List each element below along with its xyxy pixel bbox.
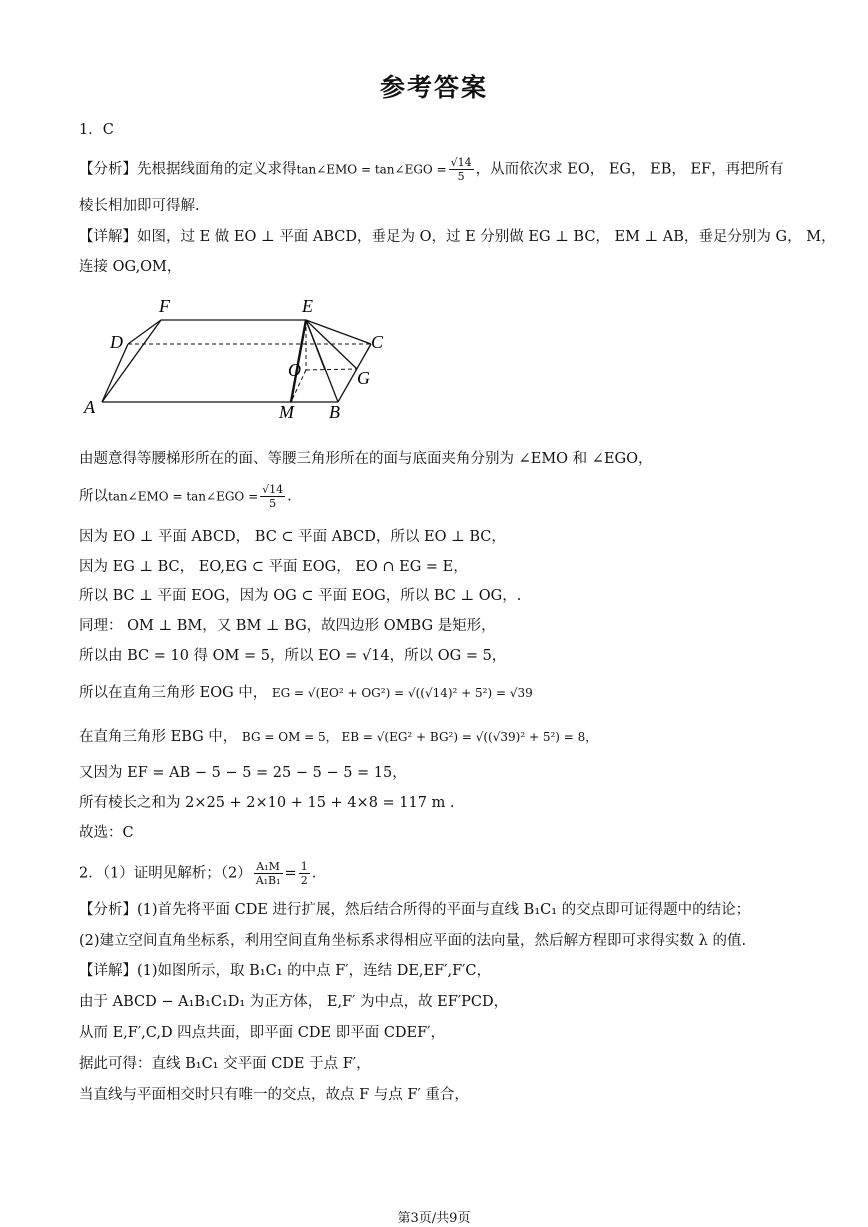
label-D: D [110, 332, 123, 352]
detail-line-15: 又因为 EF = AB − 5 − 5 = 25 − 5 − 5 = 15， [79, 765, 407, 781]
analysis-1-rest: ，从而依次求 EO， EG， EB， EF，再把所有 [475, 161, 784, 178]
analysis-1-formula: tan∠EMO = tan∠EGO = [296, 162, 447, 177]
analysis-1 [79, 156, 784, 183]
detail-2-line-4: 据此可得：直线 B₁C₁ 交平面 CDE 于点 F′， [79, 1056, 371, 1072]
label-M: M [279, 402, 294, 422]
detail-2-line-5: 当直线与平面相交时只有唯一的交点，故点 F 与点 F′ 重合， [79, 1087, 469, 1103]
analysis-2-part-1: 【分析】(1)首先将平面 CDE 进行扩展，然后结合所得的平面与直线 B₁C₁ 的交点即可证得题中的结论； [79, 902, 751, 918]
analysis-1-cont: 棱长相加即可得解. [79, 198, 200, 214]
fraction: $\frac{√14}{5}$ [262, 483, 284, 510]
label-F: F [159, 296, 170, 316]
detail-line-11: 同理： OM ⊥ BM，又 BM ⊥ BG，故四边形 OMBG 是矩形， [79, 618, 496, 634]
fraction: $\frac{\text{A₁M}}{\text{A₁B₁}}$ [255, 860, 281, 887]
detail-line-9: 因为 EG ⊥ BC， EO,EG ⊂ 平面 EOG， EO ∩ EG = E， [79, 559, 468, 575]
geometry-figure [80, 292, 410, 427]
label-B: B [329, 402, 340, 422]
page-title: 参考答案 [379, 73, 488, 102]
answer-1: 1．C [79, 122, 114, 138]
label-C: C [371, 332, 384, 352]
label-O: O [288, 360, 301, 380]
page-footer: 第3页/共9页 [397, 1211, 471, 1226]
detail-line-16: 所有棱长之和为 2×25 + 2×10 + 15 + 4×8 = 117 m . [79, 795, 455, 811]
fraction: $\frac{√14}{5}$ [450, 156, 472, 183]
detail-line-14: 在直角三角形 EBG 中， BG = OM = 5， EB = √(EG² + BG²) = √((√39)² + 5²) = 8， [79, 729, 598, 745]
analysis-2-part-2: (2)建立空间直角坐标系，利用空间直角坐标系求得相应平面的法向量，然后解方程即可求得实数 λ 的值. [79, 933, 747, 949]
detail-line-8: 因为 EO ⊥ 平面 ABCD， BC ⊂ 平面 ABCD，所以 EO ⊥ BC， [79, 529, 506, 545]
detail-line-6: 由题意得等腰梯形所在的面、等腰三角形所在的面与底面夹角分别为 ∠EMO 和 ∠EGO， [79, 451, 653, 467]
detail-2-line-3: 从而 E,F′,C,D 四点共面，即平面 CDE 即平面 CDEF′， [79, 1025, 445, 1041]
detail-1: 【详解】如图，过 E 做 EO ⊥ 平面 ABCD，垂足为 O，过 E 分别做 EG ⊥ BC， EM ⊥ AB，垂足分别为 G， M， [79, 229, 836, 245]
detail-line-10: 所以 BC ⊥ 平面 EOG，因为 OG ⊂ 平面 EOG，所以 BC ⊥ OG，. [79, 588, 522, 604]
fraction: $\frac{1}{2}$ [300, 860, 308, 887]
answer-2: 2．（1）证明见解析；（2） $\frac{\text{A₁M}}{\text{A₁B₁}}$ = $\frac{1}{2}$ . [79, 860, 317, 887]
label-E: E [302, 296, 313, 316]
detail-line-7: 所以tan∠EMO = tan∠EGO = $\frac{√14}{5}$ . [79, 483, 292, 510]
detail-2-line-2: 由于 ABCD − A₁B₁C₁D₁ 为正方体， E,F′ 为中点，故 EF′PCD， [79, 994, 509, 1010]
label-A: A [84, 397, 95, 417]
detail-line-13: 所以在直角三角形 EOG 中， EG = √(EO² + OG²) = √((√14)² + 5²) = √39 [79, 685, 533, 701]
detail-line-17: 故选：C [79, 825, 134, 841]
analysis-1-text: 【分析】先根据线面角的定义求得 [79, 161, 297, 178]
detail-line-12: 所以由 BC = 10 得 OM = 5，所以 EO = √14，所以 OG = 5， [79, 648, 507, 664]
detail-1-cont: 连接 OG,OM， [79, 259, 182, 275]
label-G: G [357, 368, 370, 388]
detail-2-line-1: 【详解】(1)如图所示，取 B₁C₁ 的中点 F′，连结 DE,EF′,F′C， [79, 963, 492, 979]
